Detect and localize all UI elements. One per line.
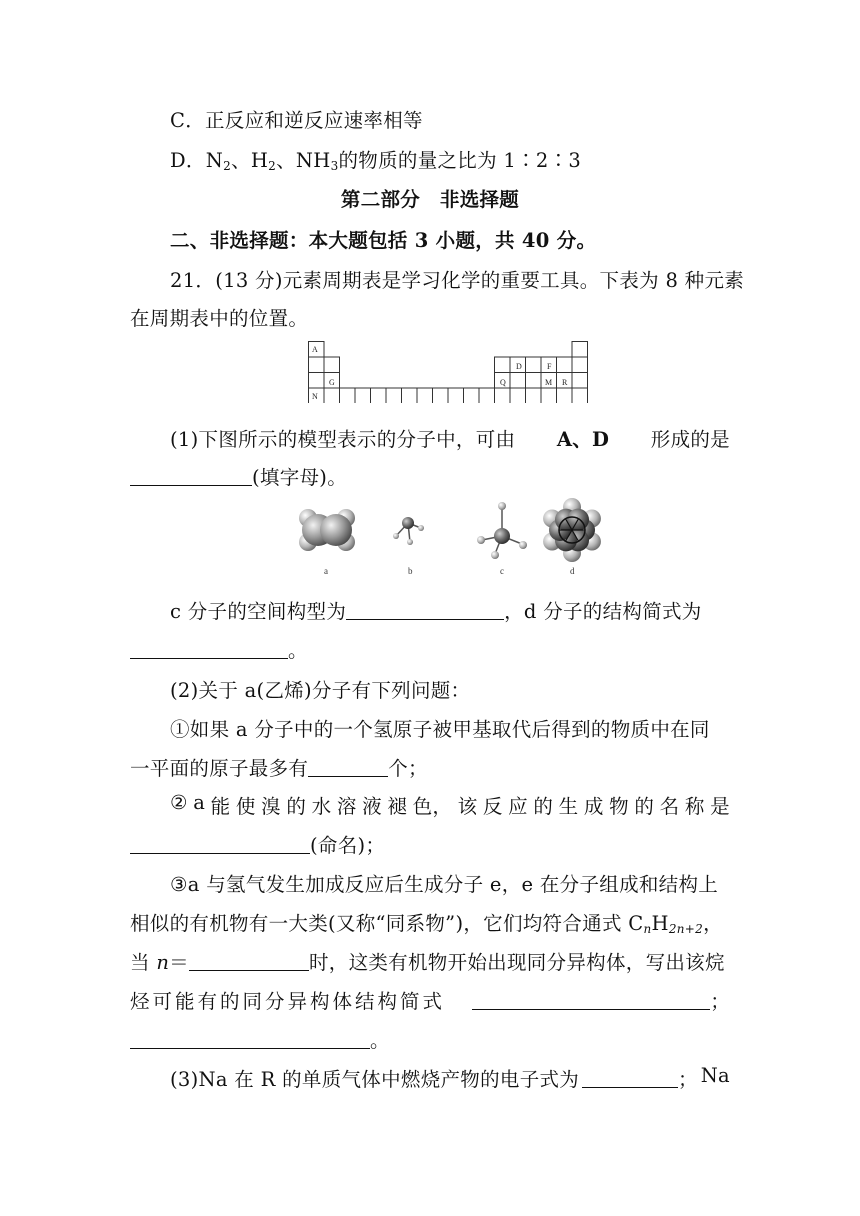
p2-2-word: 名 — [659, 795, 680, 818]
p2-2-word: 水 — [311, 795, 332, 818]
p2-3-line2: 相似的有机物有一大类(又称“同系物”)，它们均符合通式 $C_nH_{2n+2}$， — [130, 912, 723, 936]
periodic-table-outline — [308, 341, 593, 403]
table-cell — [572, 373, 588, 389]
answer-blank[interactable] — [308, 758, 388, 777]
p2-2-word: 褪 — [387, 795, 408, 818]
p2-2-line2: (命名)； — [130, 830, 385, 858]
table-cell — [371, 388, 387, 403]
table-cell — [340, 388, 356, 403]
element-F: F — [547, 362, 552, 371]
p2-2-word: 溴 — [261, 795, 281, 818]
model-label-c: c — [500, 566, 504, 576]
p2-2-word: 能 — [210, 795, 231, 818]
element-N: N — [312, 392, 318, 401]
p1-line1: (1)下图所示的模型表示的分子中，可由 A、D 形成的是 — [170, 428, 730, 451]
p2-3-line4: 烃可能有的同分异构体结构简式 ； — [130, 990, 730, 1013]
table-cell — [510, 388, 526, 403]
p2-3-line3: 当 n＝ 时，这类有机物开始出现同分异构体，写出该烷 — [130, 951, 725, 974]
p1-line2: (填字母)。 — [130, 462, 347, 490]
p2-2-word: 色， — [412, 795, 453, 818]
option-d: D．$N_2$、$H_2$、$NH_3$的物质的量之比为 1∶2∶3 — [170, 149, 582, 173]
p2-1-line1: ①如果 a 分子中的一个氢原子被甲基取代后得到的物质中在同 — [170, 718, 710, 741]
p2-2-word: 成 — [583, 795, 604, 818]
option-c: C．正反应和逆反应速率相等 — [170, 109, 423, 132]
answer-blank[interactable] — [130, 835, 310, 854]
table-cell — [433, 388, 449, 403]
answer-blank[interactable] — [346, 601, 504, 620]
p2-2-word: 称 — [684, 795, 705, 818]
d-structure-line: 。 — [130, 635, 308, 663]
p2-2-word: 液 — [362, 795, 382, 818]
p2-2-word: 是 — [710, 795, 730, 818]
element-G: G — [329, 378, 335, 387]
c-d-line: c 分子的空间构型为 ，d 分子的结构简式为 — [170, 600, 702, 623]
p2-2-word: 反 — [482, 795, 503, 818]
table-cell — [557, 388, 573, 403]
table-cell — [495, 357, 511, 373]
p2-3-line1: ③a 与氢气发生加成反应后生成分子 e，e 在分子组成和结构上 — [170, 873, 719, 896]
table-cell — [526, 373, 542, 389]
element-M: M — [545, 378, 553, 387]
model-label-b: b — [408, 566, 413, 576]
answer-blank[interactable] — [189, 952, 309, 971]
table-cell — [355, 388, 371, 403]
table-cell — [572, 342, 588, 358]
p2-2-word: a — [193, 791, 206, 814]
model-label-a: a — [324, 566, 328, 576]
table-cell — [417, 388, 433, 403]
table-cell — [464, 388, 480, 403]
model-a-ethylene — [299, 509, 355, 551]
p2-3-line5: 。 — [130, 1025, 390, 1053]
p2-2-word: 的 — [286, 795, 307, 818]
p2-2-word: 使 — [235, 795, 256, 818]
q21-stem-line1: 21．(13 分)元素周期表是学习化学的重要工具。下表为 8 种元素 — [170, 269, 745, 292]
p2-1-line2: 一平面的原子最多有 个； — [130, 757, 428, 780]
p2-title: (2)关于 a(乙烯)分子有下列问题： — [170, 679, 471, 702]
model-d-benzene — [543, 498, 601, 562]
answer-blank[interactable] — [130, 467, 252, 486]
p2-2-word: 溶 — [336, 795, 357, 818]
element-A: A — [312, 345, 318, 354]
table-cell — [448, 388, 464, 403]
q21-stem-line2: 在周期表中的位置。 — [130, 307, 309, 330]
p2-2-word: 该 — [457, 795, 478, 818]
molecule-models — [290, 496, 610, 581]
table-cell — [402, 388, 418, 403]
answer-blank[interactable] — [130, 640, 288, 659]
p2-2-word: 生 — [558, 795, 579, 818]
section-heading: 二、非选择题：本大题包括 3 小题，共 40 分。 — [170, 229, 597, 252]
table-cell — [510, 373, 526, 389]
table-cell — [526, 357, 542, 373]
answer-blank[interactable] — [130, 1030, 370, 1049]
model-b — [393, 517, 424, 545]
table-cell — [557, 357, 573, 373]
table-cell — [572, 388, 588, 403]
p2-2-word: ② — [170, 791, 188, 814]
answer-blank[interactable] — [472, 991, 710, 1010]
element-Q: Q — [500, 378, 506, 387]
table-cell — [526, 388, 542, 403]
element-R: R — [562, 378, 568, 387]
table-cell — [479, 388, 495, 403]
model-label-d: d — [570, 566, 575, 576]
table-cell — [309, 373, 325, 389]
model-c-tetrahedral — [477, 502, 527, 559]
answer-blank[interactable] — [582, 1069, 678, 1088]
table-cell — [386, 388, 402, 403]
table-cell — [495, 388, 511, 403]
table-cell — [324, 357, 340, 373]
element-D: D — [516, 362, 522, 371]
p2-2-word: 的 — [533, 795, 554, 818]
table-cell — [309, 357, 325, 373]
part-two-title: 第二部分 非选择题 — [340, 188, 520, 211]
table-cell — [572, 357, 588, 373]
p2-2-word: 应 — [508, 795, 528, 818]
p2-2-word: 的 — [634, 795, 655, 818]
p2-2-line1 — [170, 791, 730, 819]
p2-2-word: 物 — [609, 795, 629, 818]
table-cell — [324, 388, 340, 403]
table-cell — [541, 388, 557, 403]
p3-line1: (3)Na 在 R 的单质气体中燃烧产物的电子式为 ； Na — [170, 1064, 730, 1091]
